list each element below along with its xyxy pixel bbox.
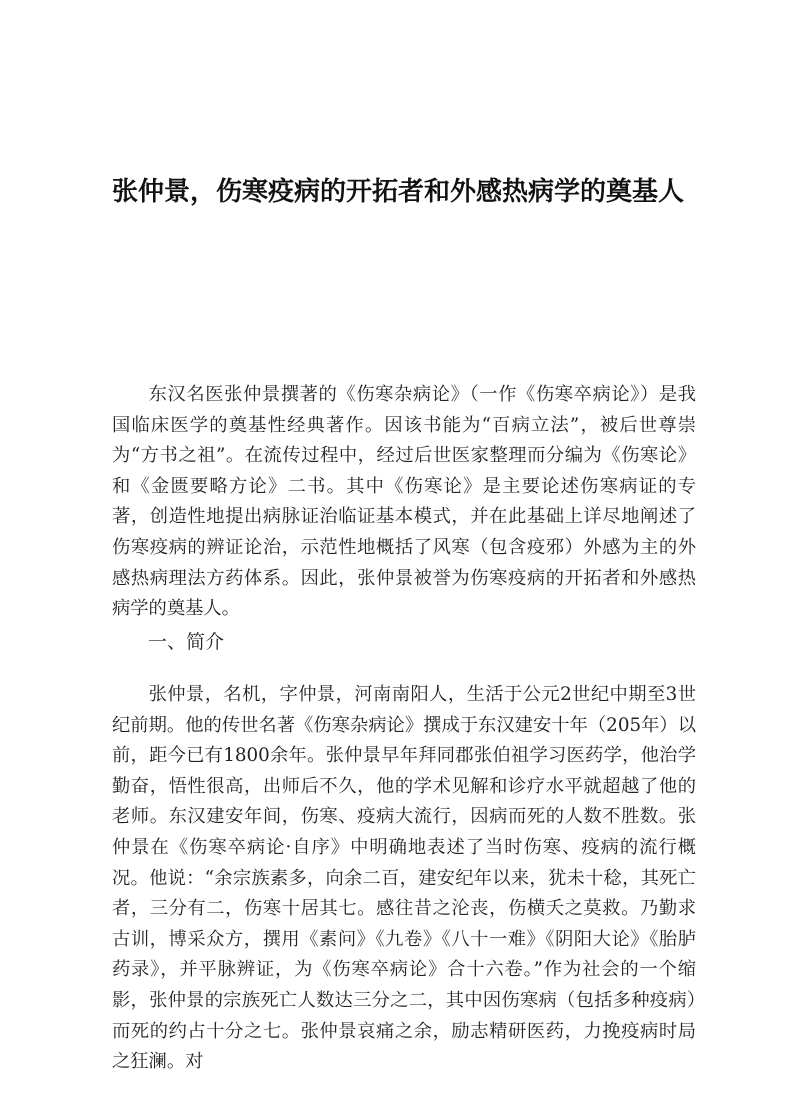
document-title: 张仲景，伤寒疫病的开拓者和外感热病学的奠基人 [112,177,685,207]
intro-paragraph: 东汉名医张仲景撰著的《伤寒杂病论》（一作《伤寒卒病论》）是我国临床医学的奠基性经典著作。因该书能为“百病立法”，被后世尊崇为“方书之祖”。在流传过程中，经过后世医家整理而分编为《伤寒论》和《金匮要略方论》二书。其中《伤寒论》是主要论述伤寒病证的专著，创造性地提出病脉证治临证基本模式，并在此基础上详尽地阐述了伤寒疫病的辨证论治，示范性地概括了风寒（包含疫邪）外感为主的外感热病理法方药体系。因此，张仲景被誉为伤寒疫病的开拓者和外感热病学的奠基人。 [112,384,696,620]
section-heading: 一、简介 [148,631,225,653]
section-body-paragraph: 张仲景，名机，字仲景，河南南阳人，生活于公元2世纪中期至3世纪前期。他的传世名著《伤寒杂病论》撰成于东汉建安十年（205年）以前，距今已有1800余年。张仲景早年拜同郡张伯祖学习医药学，他治学勤奋，悟性很高，出师后不久，他的学术见解和诊疗水平就超越了他的老师。东汉建安年间，伤寒、疫病大流行，因病而死的人数不胜数。张仲景在《伤寒卒病论·自序》中明确地表述了当时伤寒、疫病的流行概况。他说：“余宗族素多，向余二百，建安纪年以来，犹未十稔，其死亡者，三分有二，伤寒十居其七。感往昔之沦丧，伤横夭之莫救。乃勤求古训，博采众方，撰用《素问》《九卷》《八十一难》《阴阳大论》《胎胪药录》，并平脉辨证，为《伤寒卒病论》合十六卷。”作为社会的一个缩影，张仲景的宗族死亡人数达三分之二，其中因伤寒病（包括多种疫病）而死的约占十分之七。张仲景哀痛之余，励志精研医药，力挽疫病时局之狂澜。对 [112,684,696,1073]
